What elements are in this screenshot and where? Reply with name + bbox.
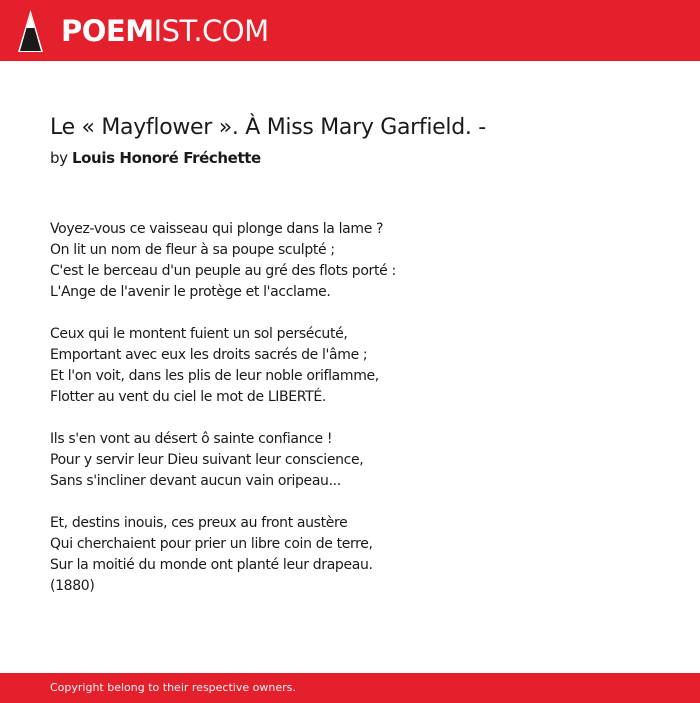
byline xyxy=(50,149,261,167)
poem-line: Et, destins inouis, ces preux au front austère xyxy=(50,515,348,531)
stanza-3 xyxy=(50,429,650,492)
poem-line: Emportant avec eux les droits sacrés de l'âme ; xyxy=(50,347,368,363)
poem-line: Voyez-vous ce vaisseau qui plonge dans la lame ? xyxy=(50,221,384,237)
logo-link[interactable] xyxy=(18,10,269,52)
poem-line: On lit un nom de fleur à sa poupe sculpté ; xyxy=(50,242,335,258)
poem-date: (1880) xyxy=(50,578,95,594)
author-link[interactable]: Louis Honoré Fréchette xyxy=(71,149,261,167)
pencil-icon xyxy=(18,10,43,52)
poem-line: Ceux qui le montent fuient un sol persécuté, xyxy=(50,326,348,342)
poem-body xyxy=(50,219,650,618)
poem-line: C'est le berceau d'un peuple au gré des flots porté : xyxy=(50,263,396,279)
by-label: by xyxy=(50,149,68,167)
copyright-notice: Copyright belong to their respective owners. xyxy=(50,681,296,694)
poem-line: Et l'on voit, dans les plis de leur noble oriflamme, xyxy=(50,368,379,384)
poem-line: Qui cherchaient pour prier un libre coin de terre, xyxy=(50,536,373,552)
poem-line: Ils s'en vont au désert ô sainte confiance ! xyxy=(50,431,333,447)
poem-title: Le « Mayflower ». À Miss Mary Garfield. - xyxy=(50,115,486,140)
poem-line: L'Ange de l'avenir le protège et l'acclame. xyxy=(50,284,331,300)
site-header xyxy=(0,0,700,61)
site-footer xyxy=(0,673,700,703)
logo-bold-text: POEM xyxy=(61,14,154,48)
logo-light-text: IST.COM xyxy=(153,14,269,48)
stanza-4 xyxy=(50,513,650,597)
poem-line: Sur la moitié du monde ont planté leur drapeau. xyxy=(50,557,373,573)
stanza-2 xyxy=(50,324,650,408)
poem-line: Pour y servir leur Dieu suivant leur conscience, xyxy=(50,452,364,468)
stanza-1 xyxy=(50,219,650,303)
site-logo-text xyxy=(61,10,269,52)
poem-line: Sans s'incliner devant aucun vain oripeau... xyxy=(50,473,341,489)
poem-line: Flotter au vent du ciel le mot de LIBERTÉ. xyxy=(50,389,326,405)
